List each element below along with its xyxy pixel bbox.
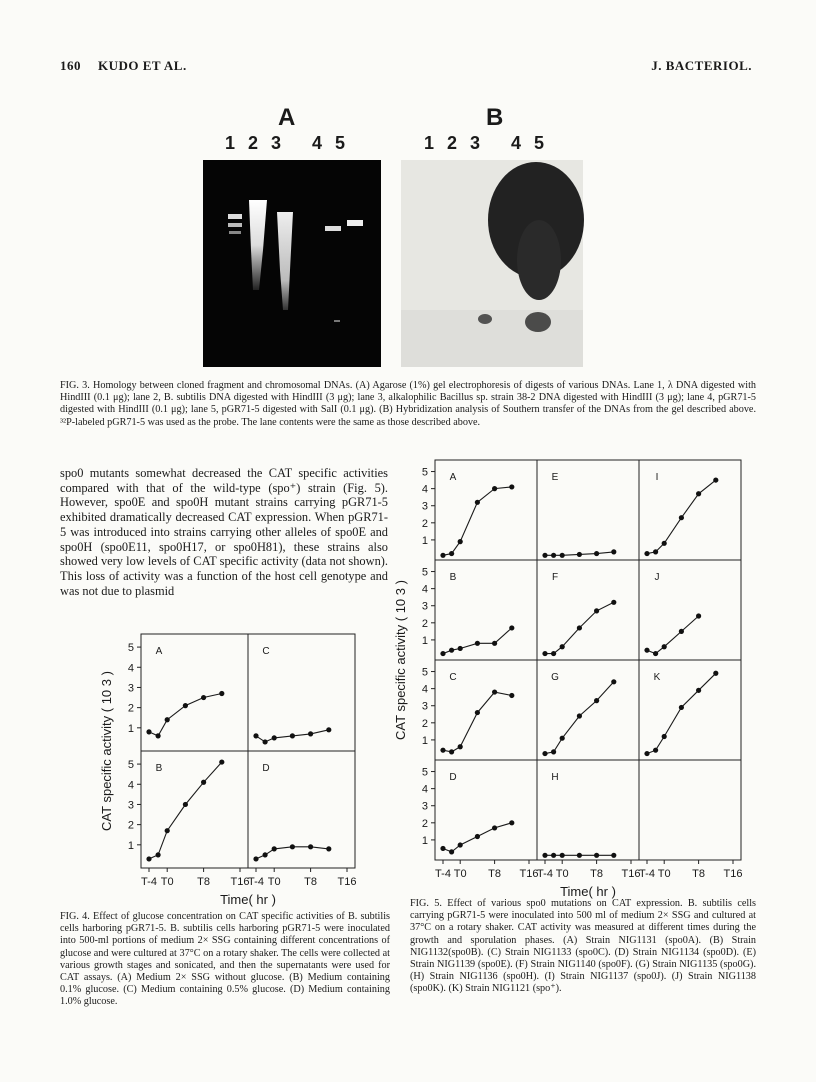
panel-label-D: D	[262, 763, 270, 774]
data-point-K	[679, 705, 684, 710]
data-point-E	[611, 549, 616, 554]
panel-label-F: F	[551, 572, 559, 583]
x-tick-label: T16	[337, 876, 357, 888]
data-point-F	[594, 608, 599, 613]
data-point-G	[577, 713, 582, 718]
data-point-G	[551, 749, 556, 754]
y-tick-label: 5	[421, 566, 428, 579]
fig3-autoradiogram	[401, 160, 583, 367]
x-tick-label: T0	[267, 876, 281, 888]
data-point-A	[201, 695, 206, 700]
data-point-D	[253, 856, 258, 861]
x-tick-label: T0	[657, 868, 671, 880]
y-tick-label: 3	[421, 600, 428, 613]
y-tick-label: 1	[421, 734, 428, 747]
data-point-I	[713, 477, 718, 482]
page-number: 160	[60, 58, 81, 73]
x-tick-label: T8	[590, 868, 604, 880]
data-point-G	[594, 698, 599, 703]
data-point-F	[560, 644, 565, 649]
data-point-A	[458, 539, 463, 544]
data-point-A	[156, 733, 161, 738]
x-tick-label: T16	[519, 868, 539, 880]
data-point-F	[551, 651, 556, 656]
data-point-D	[326, 846, 331, 851]
x-tick-label: T-4	[141, 876, 157, 888]
fig4-x-axis-label: Time( hr )	[220, 892, 276, 907]
y-tick-label: 3	[127, 799, 134, 812]
data-point-D	[458, 842, 463, 847]
data-point-C	[326, 727, 331, 732]
x-tick-label: T8	[488, 868, 502, 880]
y-tick-label: 4	[127, 779, 134, 792]
fig3-lanes-b: 1 2 3 4 5	[424, 133, 549, 153]
data-point-E	[560, 553, 565, 558]
data-point-H	[542, 853, 547, 858]
data-point-E	[542, 553, 547, 558]
data-point-B	[165, 828, 170, 833]
data-point-D	[440, 846, 445, 851]
panel-label-B: B	[449, 572, 457, 583]
y-tick-label: 4	[127, 662, 134, 675]
data-point-K	[662, 734, 667, 739]
y-tick-label: 5	[127, 642, 134, 655]
fig3-gel-image	[203, 160, 381, 367]
y-tick-label: 3	[127, 682, 134, 695]
data-point-C	[509, 693, 514, 698]
data-point-A	[449, 551, 454, 556]
data-point-H	[577, 853, 582, 858]
data-point-A	[219, 691, 224, 696]
x-tick-label: T16	[230, 876, 250, 888]
data-point-C	[440, 748, 445, 753]
data-point-B	[509, 625, 514, 630]
data-point-I	[653, 549, 658, 554]
y-tick-label: 2	[127, 819, 134, 832]
x-tick-label: T-4	[537, 868, 553, 880]
data-point-D	[475, 834, 480, 839]
data-point-G	[560, 736, 565, 741]
journal-name: J. BACTERIOL.	[651, 58, 752, 73]
data-point-A	[440, 553, 445, 558]
data-point-D	[509, 820, 514, 825]
data-point-H	[560, 853, 565, 858]
data-point-J	[662, 644, 667, 649]
panel-label-A: A	[155, 646, 163, 657]
data-point-J	[679, 629, 684, 634]
data-point-A	[146, 729, 151, 734]
data-point-K	[644, 751, 649, 756]
fig3-panel-a-label: A	[278, 104, 296, 131]
data-point-F	[611, 600, 616, 605]
panel-label-C: C	[449, 672, 457, 683]
data-point-H	[594, 853, 599, 858]
data-point-D	[263, 852, 268, 857]
data-point-B	[156, 852, 161, 857]
fig5-x-axis-label: Time( hr )	[560, 884, 616, 899]
data-point-E	[594, 551, 599, 556]
fig4-caption: FIG. 4. Effect of glucose concentration on CAT specific activities of B. subtilis cells harboring pGR71-5. B. subtilis cells harboring pGR71-5 were inoculated into 500-ml portions of medium 2× SSG containing different concentrations of glucose and were cultured at 37°C on a rotary shaker. The cells were collected at various growth stages and sonicated, and then the supernatants were used for CAT assays. (A) Medium 2× SSG without glucose. (B) Medium containing 0.1% glucose. (C) Medium containing 0.5% glucose. (D) Medium containing 1.0% glucose.	[60, 911, 390, 1008]
y-tick-label: 1	[127, 839, 134, 852]
panel-label-E: E	[551, 472, 559, 483]
fig5-chart	[395, 452, 760, 898]
fig4-y-axis-label: CAT specific activity ( 10 3 )	[99, 671, 114, 831]
fig4-chart	[99, 626, 395, 916]
data-point-B	[219, 759, 224, 764]
data-point-J	[653, 651, 658, 656]
data-point-B	[449, 648, 454, 653]
y-tick-label: 2	[421, 517, 428, 530]
y-tick-label: 2	[127, 702, 134, 715]
data-point-G	[611, 679, 616, 684]
y-tick-label: 2	[421, 817, 428, 830]
data-point-A	[475, 500, 480, 505]
series-line-K	[647, 673, 716, 753]
data-point-B	[492, 641, 497, 646]
data-point-B	[183, 802, 188, 807]
y-tick-label: 5	[421, 666, 428, 679]
series-line-J	[647, 616, 699, 654]
body-paragraph: spo0 mutants somewhat decreased the CAT specific activities compared with that of the wild-type (spo⁺) strain (Fig. 5). However, spo0E and spo0H mutant strains carrying pGR71-5 exhibited dramatically decreased CAT expression. When pGR71-5 was introduced into strains carrying other alleles of spo0E and spo0H (spo0E11, spo0H17, or spo0H81), these strains also showed very low levels of CAT specific activity (data not shown). This loss of activity was a function of the host cell genotype and was not due to plasmid	[60, 466, 388, 598]
data-point-B	[146, 856, 151, 861]
data-point-H	[611, 853, 616, 858]
data-point-C	[272, 735, 277, 740]
data-point-C	[263, 739, 268, 744]
fig3-panel-b-label: B	[486, 104, 504, 131]
data-point-A	[183, 703, 188, 708]
y-tick-label: 3	[421, 800, 428, 813]
fig3-lanes-a: 1 2 3 4 5	[225, 133, 350, 153]
data-point-D	[492, 825, 497, 830]
series-line-A	[443, 487, 512, 555]
data-point-C	[492, 689, 497, 694]
panel-label-K: K	[653, 672, 661, 683]
panel-label-B: B	[155, 763, 163, 774]
x-tick-label: T-4	[435, 868, 451, 880]
data-point-D	[290, 844, 295, 849]
x-tick-label: T8	[304, 876, 318, 888]
x-tick-label: T8	[692, 868, 706, 880]
data-point-I	[662, 541, 667, 546]
data-point-F	[542, 651, 547, 656]
data-point-K	[696, 688, 701, 693]
data-point-I	[679, 515, 684, 520]
y-tick-label: 4	[421, 783, 428, 796]
data-point-J	[696, 613, 701, 618]
data-point-A	[509, 484, 514, 489]
y-tick-label: 1	[421, 634, 428, 647]
data-point-A	[492, 486, 497, 491]
data-point-C	[290, 733, 295, 738]
panel-label-G: G	[551, 672, 559, 683]
y-tick-label: 3	[421, 700, 428, 713]
y-tick-label: 5	[127, 759, 134, 772]
panel-label-C: C	[262, 646, 270, 657]
series-line-B	[149, 762, 222, 859]
data-point-C	[449, 749, 454, 754]
data-point-A	[165, 717, 170, 722]
y-tick-label: 1	[127, 722, 134, 735]
y-tick-label: 1	[421, 534, 428, 547]
y-tick-label: 2	[421, 617, 428, 630]
data-point-B	[458, 646, 463, 651]
series-line-C	[443, 692, 512, 752]
x-tick-label: T-4	[639, 868, 655, 880]
data-point-K	[653, 748, 658, 753]
panel-label-I: I	[655, 472, 659, 483]
series-line-A	[149, 694, 222, 736]
data-point-G	[542, 751, 547, 756]
y-tick-label: 5	[421, 466, 428, 479]
data-point-E	[551, 553, 556, 558]
y-tick-label: 3	[421, 500, 428, 513]
panel-label-J: J	[654, 572, 660, 583]
data-point-J	[644, 648, 649, 653]
x-tick-label: T16	[621, 868, 641, 880]
panel-label-D: D	[449, 772, 457, 783]
panel-label-H: H	[551, 772, 559, 783]
x-tick-label: T8	[197, 876, 211, 888]
data-point-F	[577, 625, 582, 630]
data-point-B	[475, 641, 480, 646]
data-point-C	[308, 731, 313, 736]
data-point-C	[475, 710, 480, 715]
data-point-K	[713, 671, 718, 676]
data-point-C	[458, 744, 463, 749]
y-tick-label: 2	[421, 717, 428, 730]
y-tick-label: 4	[421, 583, 428, 596]
x-tick-label: T16	[723, 868, 743, 880]
y-tick-label: 5	[421, 766, 428, 779]
data-point-E	[577, 552, 582, 557]
data-point-B	[440, 651, 445, 656]
y-tick-label: 1	[421, 834, 428, 847]
fig5-caption: FIG. 5. Effect of various spo0 mutations on CAT expression. B. subtilis cells carrying pGR71-5 were inoculated into 500 ml of medium 2× SSG and cultured at 37°C on a rotary shaker. CAT activity was measured at different times during the growth and sporulation phases. (A) Strain NIG1131 (spo0A). (B) Strain NIG1132(spo0B). (C) Strain NIG1133 (spo0C). (D) Strain NIG1134 (spo0D). (E) Strain NIG1139 (spo0E). (F) Strain NIG1140 (spo0F). (G) Strain NIG1135 (spo0G). (H) Strain NIG1136 (spo0H). (I) Strain NIG1137 (spo0J). (J) Strain NIG1138 (spo0K). (K) Strain NIG1121 (spo⁺).	[410, 898, 756, 995]
data-point-H	[551, 853, 556, 858]
data-point-D	[272, 846, 277, 851]
y-tick-label: 4	[421, 683, 428, 696]
data-point-B	[201, 780, 206, 785]
x-tick-label: T0	[555, 868, 569, 880]
x-tick-label: T0	[160, 876, 174, 888]
data-point-D	[449, 849, 454, 854]
data-point-D	[308, 844, 313, 849]
data-point-I	[644, 551, 649, 556]
data-point-C	[253, 733, 258, 738]
x-tick-label: T-4	[248, 876, 264, 888]
fig5-y-axis-label: CAT specific activity ( 10 3 )	[393, 580, 408, 740]
y-tick-label: 4	[421, 483, 428, 496]
x-tick-label: T0	[453, 868, 467, 880]
fig3-caption: FIG. 3. Homology between cloned fragment and chromosomal DNAs. (A) Agarose (1%) gel electrophoresis of digests of various DNAs. Lane 1, λ DNA digested with HindIII (0.1 μg); lane 2, B. subtilis DNA digested with HindIII (3 μg); lane 3, alkalophilic Bacillus sp. strain 38-2 DNA digested with HindIII (3 μg); lane 4, pGR71-5 digested with HindIII (0.1 μg); lane 5, pGR71-5 digested with SalI (0.1 μg). (B) Hybridization analysis of Southern transfer of the DNAs from the gel described above. ³²P-labeled pGR71-5 was used as the probe. The lane contents were the same as those described above.	[60, 380, 756, 428]
running-authors: KUDO ET AL.	[98, 58, 187, 73]
data-point-I	[696, 491, 701, 496]
panel-label-A: A	[449, 472, 457, 483]
